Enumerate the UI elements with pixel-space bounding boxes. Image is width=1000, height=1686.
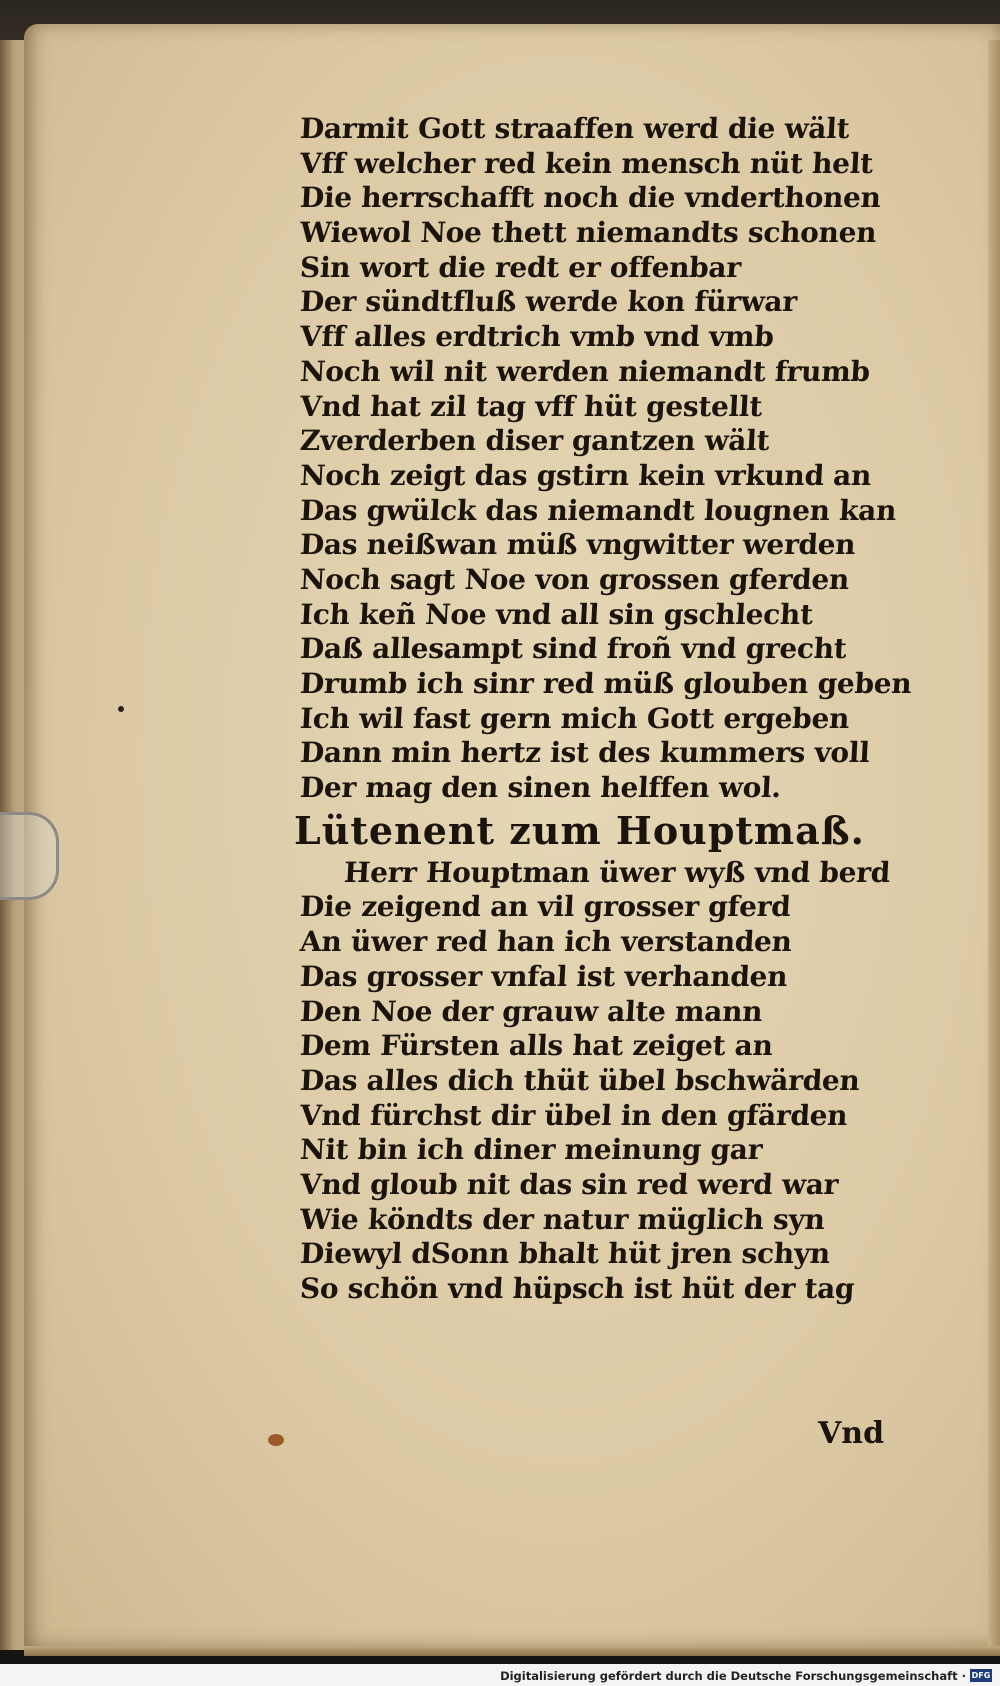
verse-line: Nit bin ich diner meinung gar [299, 1133, 764, 1167]
page-clip [0, 812, 59, 900]
speaker-heading: Lütenent zum Houptmaß. [294, 807, 865, 853]
verse-line: Das gwülck das niemandt lougnen kan [299, 493, 898, 527]
verse-line: Wiewol Noe thett niemandts schonen [299, 216, 878, 250]
verse-line: Noch wil nit werden niemandt frumb [299, 354, 871, 388]
verse-line: So schön vnd hüpsch ist hüt der tag [299, 1272, 856, 1305]
verse-line: Vnd hat zil tag vff hüt gestellt [299, 389, 763, 423]
dfg-logo: DFG [971, 1671, 991, 1680]
verse-line: Vnd fürchst dir übel in den gfärden [299, 1098, 849, 1132]
page-bottom-edge [24, 1646, 1000, 1656]
verse-line: Dann min hertz ist des kummers voll [299, 736, 871, 770]
verse-line: Ich wil fast gern mich Gott ergeben [299, 701, 851, 735]
verse-line: Noch zeigt das gstirn kein vrkund an [299, 458, 873, 492]
verse-line: Daß allesampt sind froñ vnd grecht [299, 632, 848, 666]
verse-group-top [300, 112, 920, 806]
footer-bar [0, 1664, 1000, 1686]
verse-line: Den Noe der grauw alte mann [299, 994, 764, 1028]
verse-line: Vff alles erdtrich vmb vnd vmb [299, 320, 775, 354]
verse-line: Darmit Gott straaffen werd die wält [299, 112, 851, 145]
verse-line: Der mag den sinen helffen wol. [299, 771, 782, 805]
verse-line: Zverderben diser gantzen wält [299, 424, 771, 458]
verse-text [294, 112, 920, 1307]
verse-group-bottom [300, 856, 920, 1307]
footer-credit: Digitalisierung gefördert durch die Deutsche Forschungsgemeinschaft · [500, 1669, 966, 1683]
verse-line: Sin wort die redt er offenbar [299, 250, 742, 284]
ink-dot [118, 706, 124, 712]
verse-line: Das grosser vnfal ist verhanden [299, 959, 789, 993]
verse-line: Die herrschafft noch die vnderthonen [299, 181, 882, 215]
verse-line: Dem Fürsten alls hat zeiget an [299, 1029, 774, 1063]
catchword: Vnd [818, 1416, 885, 1451]
verse-line: Vnd gloub nit das sin red werd war [299, 1167, 840, 1201]
verse-line: Ich keñ Noe vnd all sin gschlecht [299, 597, 814, 631]
verse-line: Noch sagt Noe von grossen gferden [299, 562, 850, 596]
verse-line: Vff welcher red kein mensch nüt helt [299, 146, 874, 180]
verse-line: Die zeigend an vil grosser gferd [299, 890, 792, 924]
verse-line: Wie köndts der natur müglich syn [299, 1202, 826, 1236]
verse-line: Das alles dich thüt übel bschwärden [299, 1063, 861, 1097]
verse-line: Der sündtfluß werde kon fürwar [299, 285, 798, 319]
verse-line: An üwer red han ich verstanden [299, 925, 793, 959]
verse-line: Herr Houptman üwer wyß vnd berd [343, 855, 891, 889]
verse-line: Diewyl dSonn bhalt hüt jren schyn [299, 1237, 831, 1271]
verse-line: Das neißwan müß vngwitter werden [299, 528, 857, 562]
verse-line: Drumb ich sinr red müß glouben geben [299, 667, 913, 700]
page-right-edge [988, 40, 1000, 1650]
stain-spot [268, 1434, 284, 1446]
